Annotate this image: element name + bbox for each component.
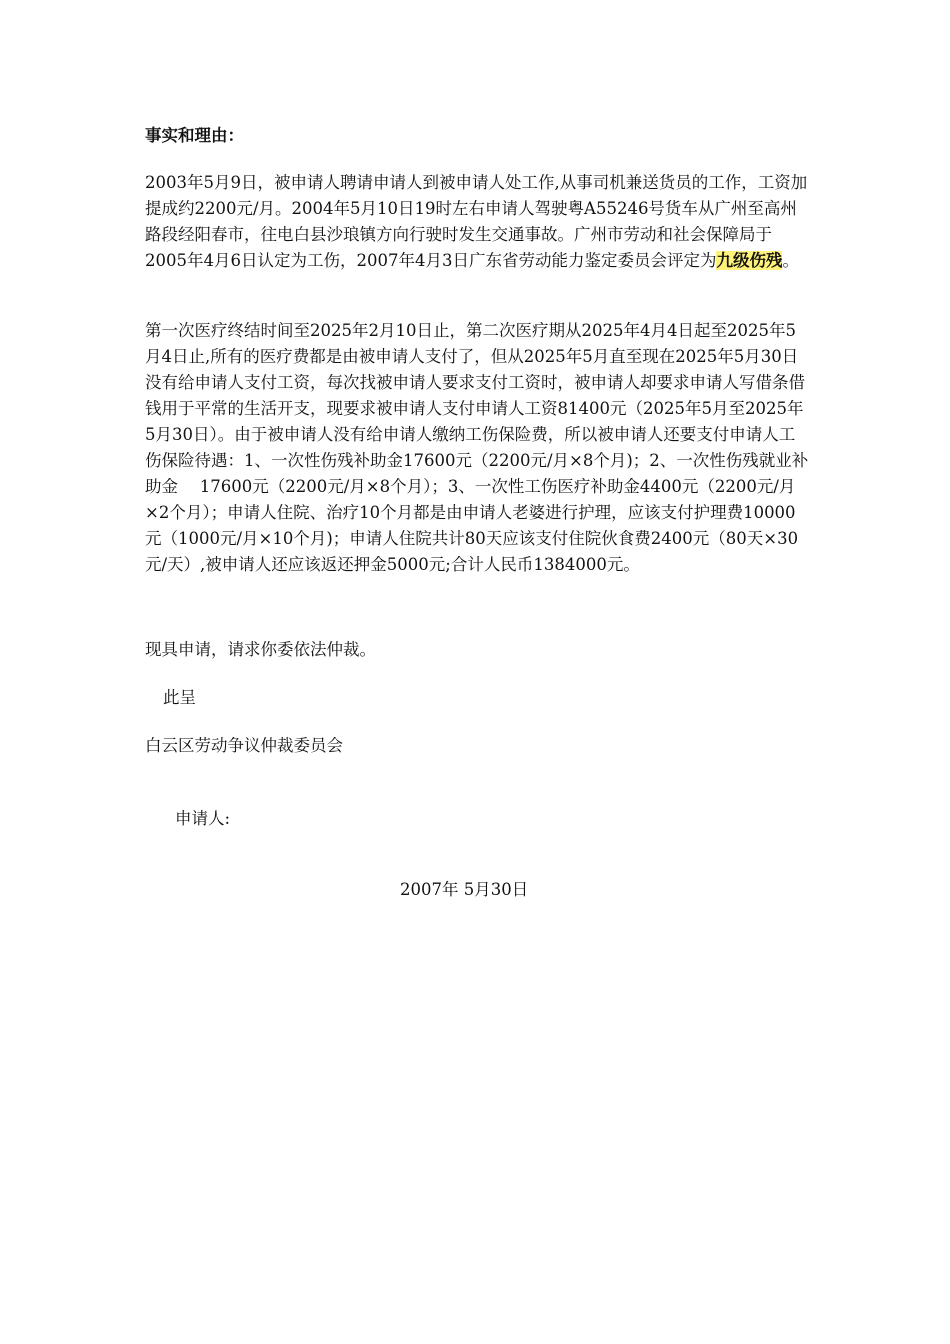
section-heading: 事实和理由： [145,126,244,145]
facts-paragraph [145,170,810,274]
salutation: 此呈 [163,688,196,707]
claims-paragraph: 第一次医疗终结时间至2025年2月10日止，第二次医疗期从2025年4月4日起至2025年5月4日止,所有的医疗费都是由被申请人支付了，但从2025年5月直至现在2025年5月30日没有给申请人支付工资，每次找被申请人要求支付工资时，被申请人却要求申请人写借条借钱用于平常的生活开支，现要求被申请人支付申请人工资81400元（2025年5月至2025年5月30日）。由于被申请人没有给申请人缴纳工伤保险费，所以被申请人还要支付申请人工伤保险待遇：1、一次性伤残补助金17600元（2200元/月×8个月)；2、一次性伤残就业补助金 17600元（2200元/月×8个月）；3、一次性工伤医疗补助金4400元（2200元/月×2个月）；申请人住院、治疗10个月都是由申请人老婆进行护理，应该支付护理费10000元（1000元/月×10个月)；申请人住院共计80天应该支付住院伙食费2400元（80天×30元/天）,被申请人还应该返还押金5000元;合计人民币1384000元。 [145,321,809,574]
document-date: 2007年 5月30日 [400,880,529,899]
disability-grade-highlight: 九级伤残 [716,251,783,270]
facts-text: 2003年5月9日，被申请人聘请申请人到被申请人处工作,从事司机兼送货员的工作，工资加提成约2200元/月。2004年5月10日19时左右申请人驾驶粤A55246号货车从广州至高州路段经阳春市，往电白县沙琅镇方向行驶时发生交通事故。广州市劳动和社会保障局于2005年4月6日认定为工伤，2007年4月3日广东省劳动能力鉴定委员会评定为 [145,173,808,270]
recipient-committee: 白云区劳动争议仲裁委员会 [145,736,343,755]
applicant-signature-label: 申请人: [175,809,231,828]
request-paragraph: 现具申请，请求你委依法仲裁。 [145,640,376,659]
facts-text-end: 。 [782,251,799,270]
